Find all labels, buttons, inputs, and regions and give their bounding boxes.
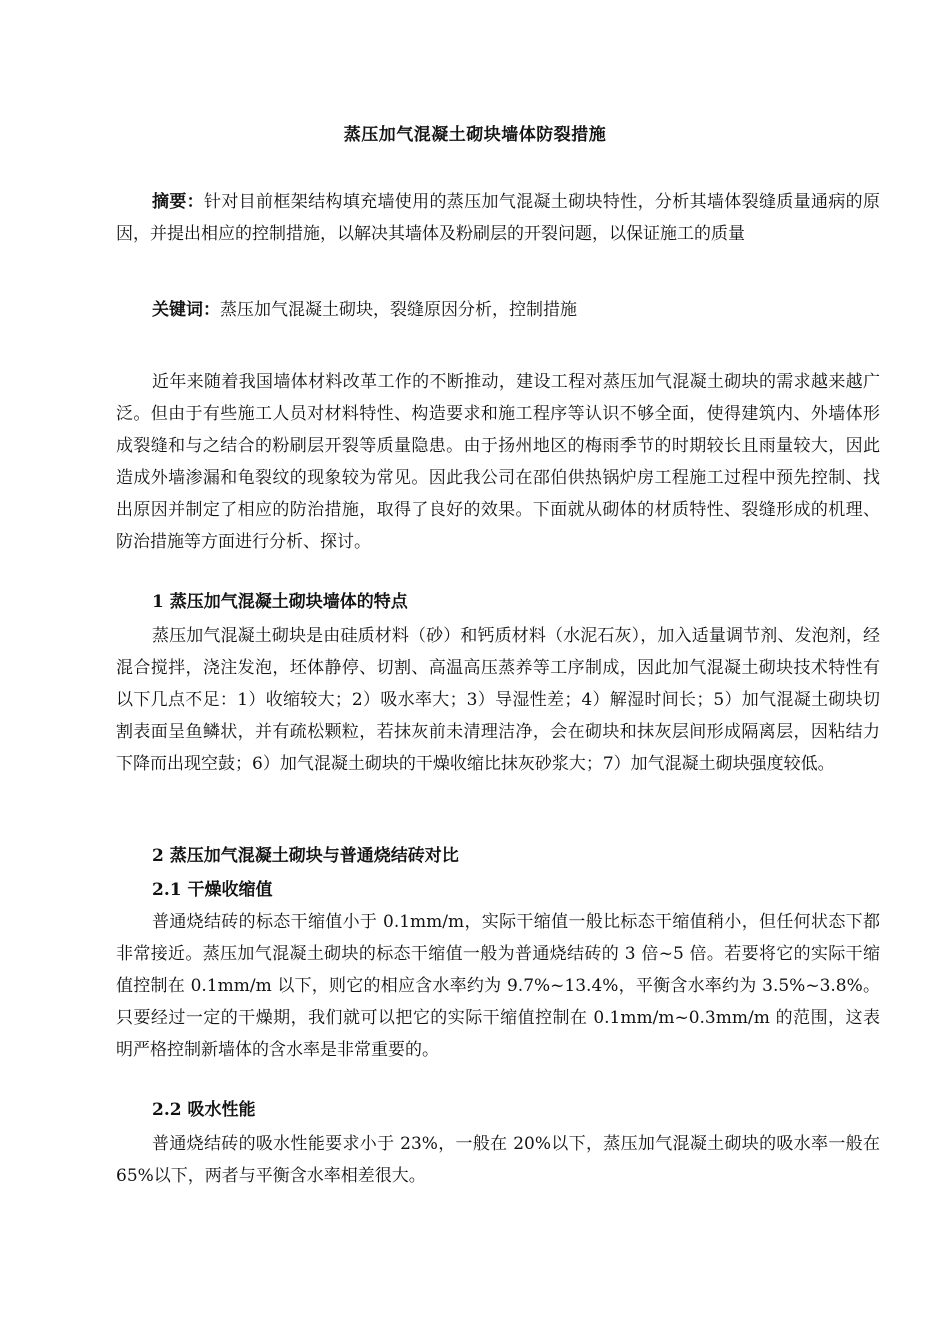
intro-paragraph: 近年来随着我国墙体材料改革工作的不断推动，建设工程对蒸压加气混凝土砌块的需求越来越广泛。但由于有些施工人员对材料特性、构造要求和施工程序等认识不够全面，使得建筑内、外墙体形成裂缝和与之结合的粉刷层开裂等质量隐患。由于扬州地区的梅雨季节的时期较长且雨量较大，因此造成外墙渗漏和龟裂纹的现象较为常见。因此我公司在邵伯供热锅炉房工程施工过程中预先控制、找出原因并制定了相应的防治措施，取得了良好的效果。下面就从砌体的材质特性、裂缝形成的机理、防治措施等方面进行分析、探讨。 [116, 372, 880, 552]
section2-1-paragraph: 普通烧结砖的标态干缩值小于 0.1mm/m，实际干缩值一般比标态干缩值稍小，但任何状态下都非常接近。蒸压加气混凝土砌块的标态干缩值一般为普通烧结砖的 3 倍~5 倍。若要将它的实际干缩值控制在 0.1mm/m 以下，则它的相应含水率约为 9.7%~13.4%，平衡含水率约为 3.5%~3.8%。只要经过一定的干燥期，我们就可以把它的实际干缩值控制在 0.1mm/m~0.3mm/m 的范围，这表明严格控制新墙体的含水率是非常重要的。 [116, 912, 880, 1060]
keywords-label: 关键词： [152, 300, 220, 320]
keywords-paragraph [116, 294, 880, 326]
keywords-text: 蒸压加气混凝土砌块，裂缝原因分析，控制措施 [220, 300, 577, 320]
section2-heading: 2 蒸压加气混凝土砌块与普通烧结砖对比 [152, 846, 459, 866]
section2-2-heading: 2.2 吸水性能 [152, 1100, 256, 1120]
section2-2-paragraph: 普通烧结砖的吸水性能要求小于 23%，一般在 20%以下，蒸压加气混凝土砌块的吸水率一般在 65%以下，两者与平衡含水率相差很大。 [116, 1134, 880, 1186]
abstract-label: 摘要： [152, 192, 205, 212]
section1-heading: 1 蒸压加气混凝土砌块墙体的特点 [152, 592, 408, 612]
document-title: 蒸压加气混凝土砌块墙体防裂措施 [343, 125, 607, 145]
section2-1-heading: 2.1 干燥收缩值 [152, 880, 273, 900]
abstract-text: 针对目前框架结构填充墙使用的蒸压加气混凝土砌块特性，分析其墙体裂缝质量通病的原因，并提出相应的控制措施，以解决其墙体及粉刷层的开裂问题，以保证施工的质量 [116, 192, 881, 244]
section1-paragraph: 蒸压加气混凝土砌块是由硅质材料（砂）和钙质材料（水泥石灰），加入适量调节剂、发泡剂，经混合搅拌，浇注发泡，坯体静停、切割、高温高压蒸养等工序制成，因此加气混凝土砌块技术特性有以下几点不足：1）收缩较大；2）吸水率大；3）导湿性差；4）解湿时间长；5）加气混凝土砌块切割表面呈鱼鳞状，并有疏松颗粒，若抹灰前未清理洁净，会在砌块和抹灰层间形成隔离层，因粘结力下降而出现空鼓；6）加气混凝土砌块的干燥收缩比抹灰砂浆大；7）加气混凝土砌块强度较低。 [116, 626, 880, 774]
abstract-paragraph [116, 186, 880, 250]
